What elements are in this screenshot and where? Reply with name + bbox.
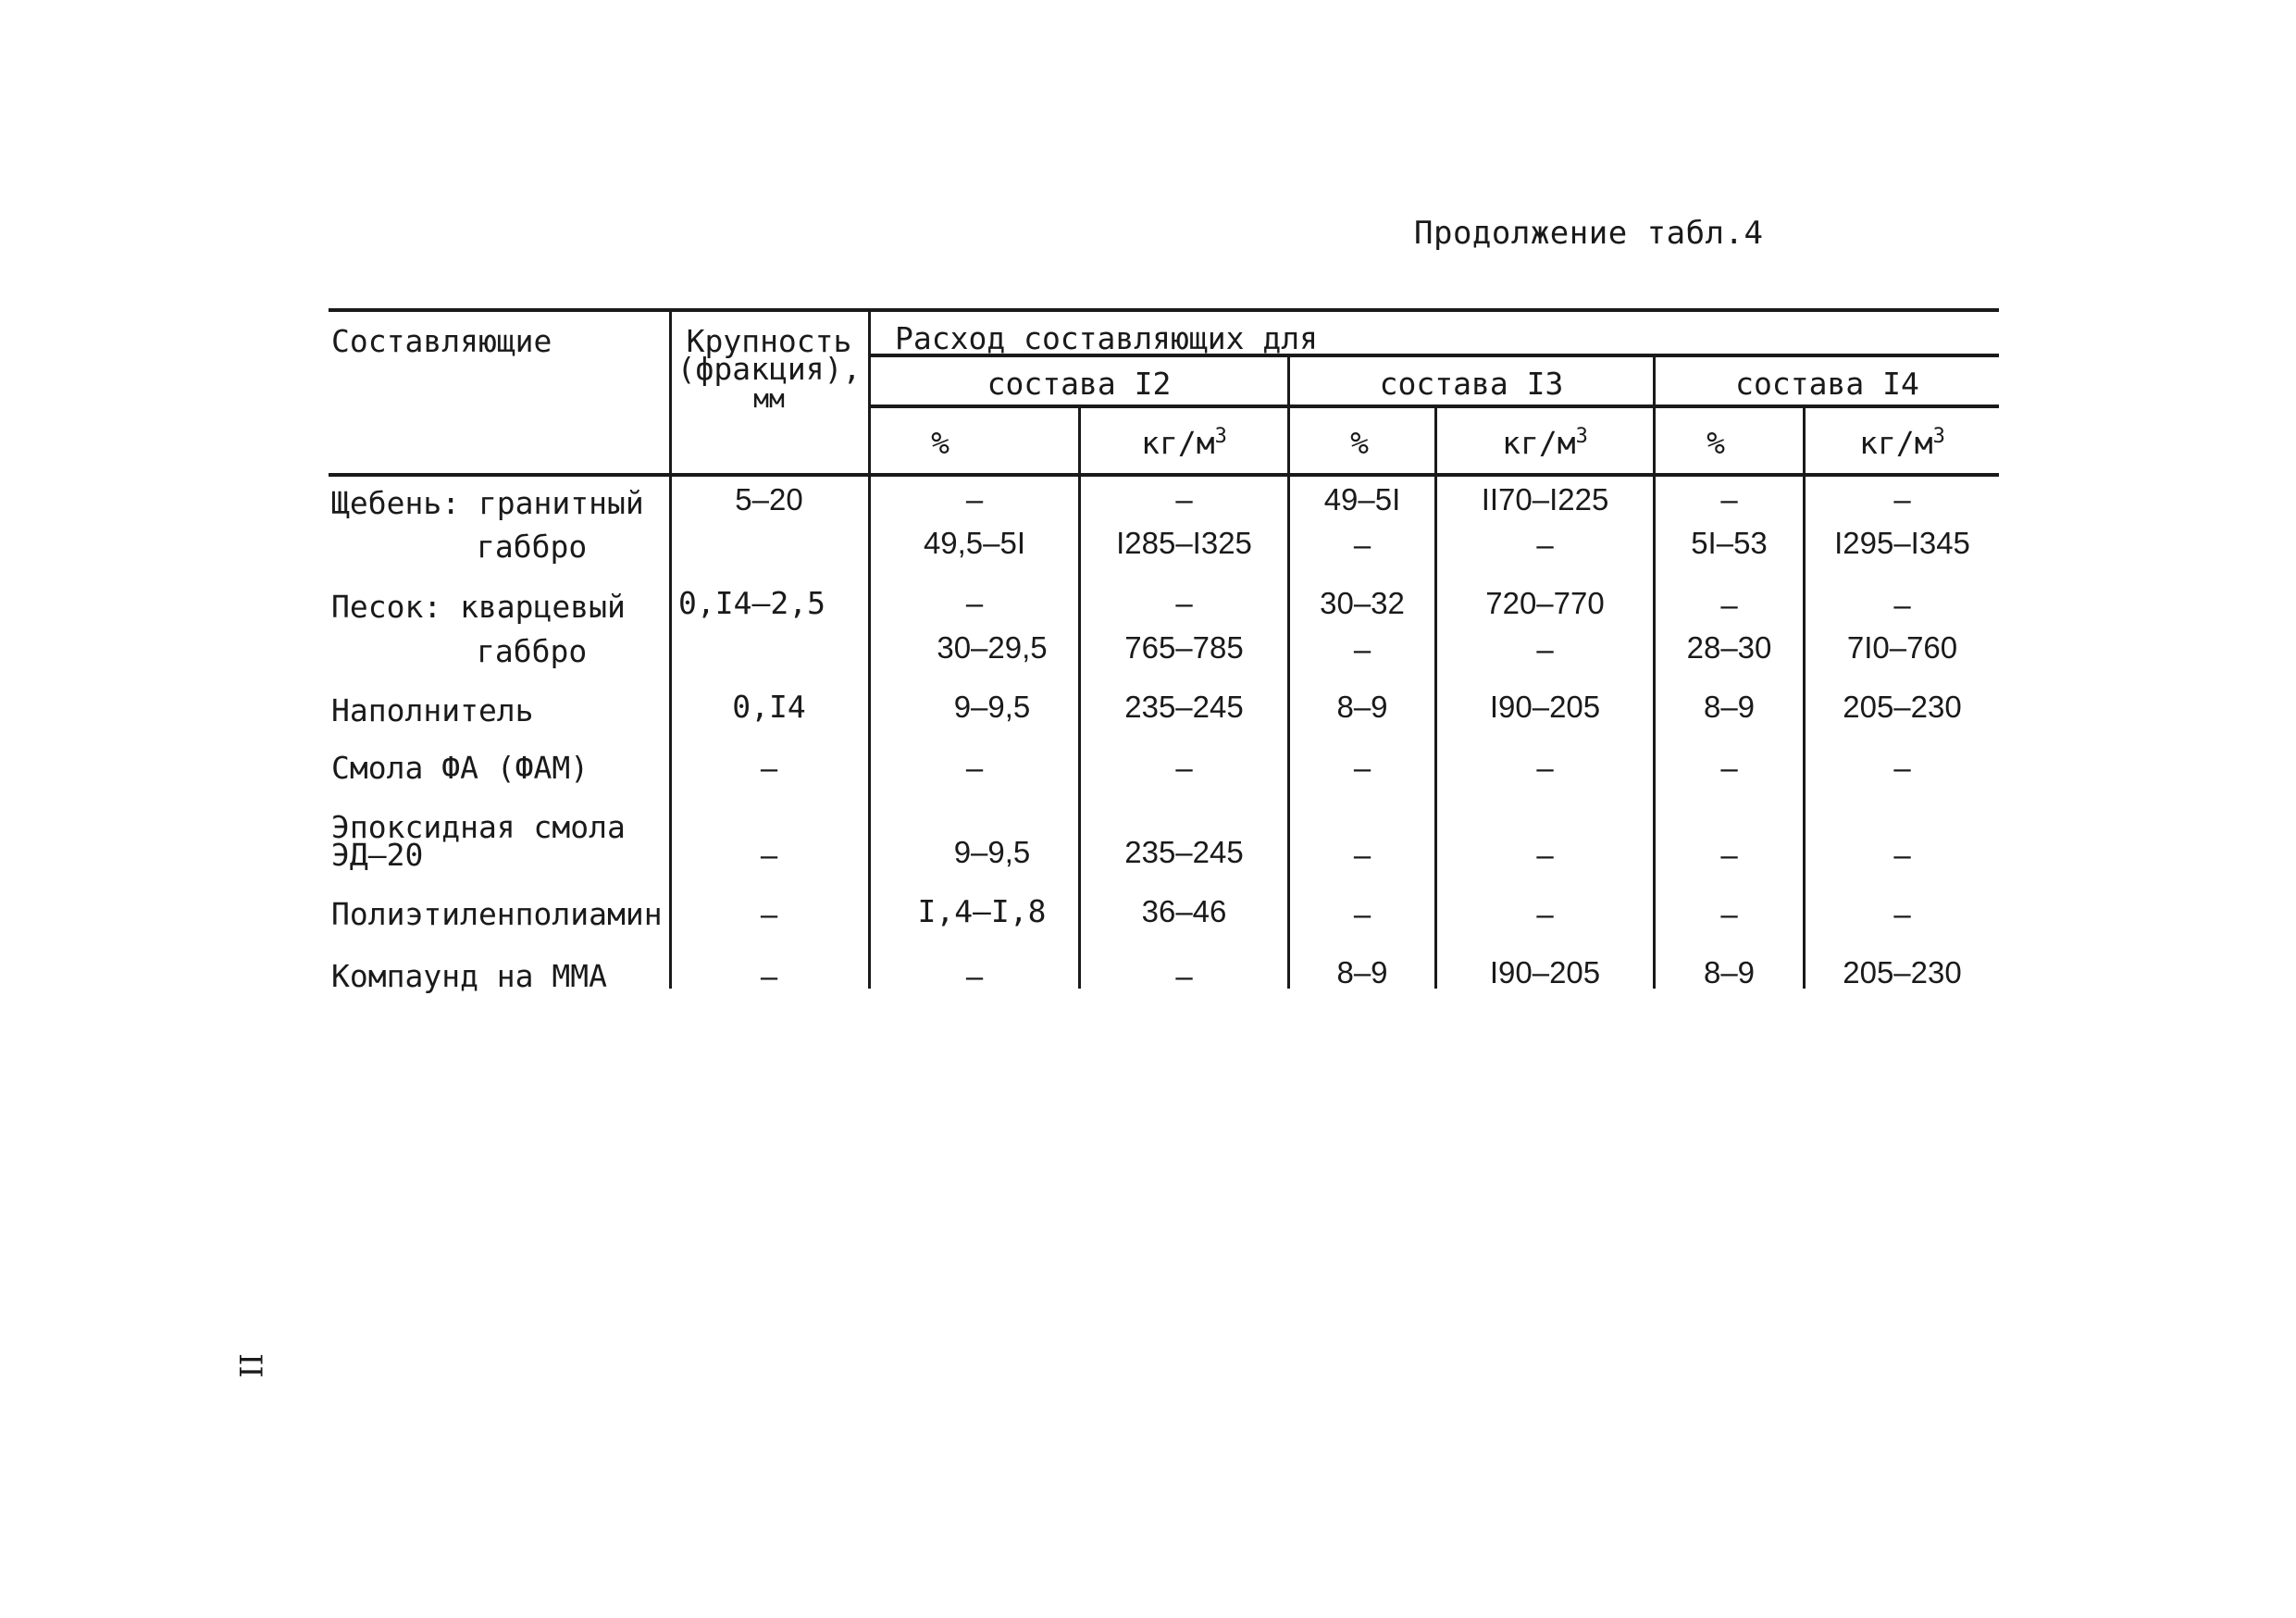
cell: 8–9 — [1336, 955, 1388, 989]
row-crushed-stone-size: 5–20 — [735, 482, 803, 517]
cell: – — [1353, 897, 1371, 931]
cell: 9–9,5 — [953, 690, 1031, 724]
cell: – — [1536, 838, 1554, 872]
row-fa-resin-name: Смола ФА (ФАМ) — [331, 750, 590, 786]
cell: – — [1353, 528, 1371, 562]
row-epoxy-size: – — [760, 838, 778, 872]
header-bottom-rule — [329, 473, 1999, 477]
cell: – — [1536, 751, 1554, 785]
row-mma-compound-size: – — [760, 959, 778, 993]
header-size-line3: мм — [753, 383, 785, 414]
row-polyamine-name: Полиэтиленполиамин — [331, 896, 663, 932]
cell: – — [1175, 959, 1193, 993]
row-crushed-stone-name: Щебень: гранитный — [331, 485, 644, 521]
cell: – — [1893, 588, 1911, 622]
row-polyamine-size: – — [760, 897, 778, 931]
cell: – — [1893, 751, 1911, 785]
header-group-14: состава I4 — [1735, 366, 1919, 402]
cell: 235–245 — [1124, 690, 1244, 724]
cell: – — [1536, 632, 1554, 666]
header-g14-percent: % — [1706, 425, 1725, 461]
header-consumption: Расход составляющих для — [895, 320, 1318, 356]
cell: – — [1175, 482, 1193, 517]
cell: – — [1720, 482, 1738, 517]
row-sand-name-2: габбро — [477, 633, 588, 669]
header-g12-percent: % — [931, 425, 949, 461]
cell: 30–32 — [1320, 586, 1405, 620]
cell: I285–I325 — [1116, 526, 1252, 560]
cell: II70–I225 — [1481, 482, 1609, 517]
cell: – — [1720, 751, 1738, 785]
cell: I90–205 — [1489, 955, 1601, 989]
cell: 9–9,5 — [953, 835, 1031, 869]
header-g14-unit: $кг/м^3$ — [1859, 425, 1945, 461]
cell: 720–770 — [1485, 586, 1605, 620]
cell: – — [1353, 751, 1371, 785]
cell: 36–46 — [1141, 894, 1227, 928]
cell: – — [1893, 838, 1911, 872]
cell: I295–I345 — [1834, 526, 1970, 560]
cell: – — [965, 751, 984, 785]
cell: – — [965, 482, 984, 517]
header-size-line1: Крупность — [686, 323, 852, 359]
cell: 7I0–760 — [1846, 630, 1958, 665]
cell: – — [1353, 838, 1371, 872]
row-crushed-stone-name-2: габбро — [477, 529, 588, 565]
row-sand-name: Песок: кварцевый — [331, 589, 626, 625]
cell: 235–245 — [1124, 835, 1244, 869]
cell: – — [1353, 632, 1371, 666]
row-sand-size: 0,I4–2,5 — [678, 585, 825, 621]
cell: 205–230 — [1843, 690, 1962, 724]
cell: 28–30 — [1686, 630, 1772, 665]
cell: – — [1536, 897, 1554, 931]
row-epoxy-name-2: ЭД–20 — [331, 837, 424, 873]
table-top-rule — [329, 308, 1999, 312]
header-g12-unit: $кг/м^3$ — [1141, 425, 1227, 461]
row-fa-resin-size: – — [760, 751, 778, 785]
cell: 30–29,5 — [937, 630, 1048, 665]
header-g13-unit: $кг/м^3$ — [1502, 425, 1588, 461]
row-mma-compound-name: Компаунд на ММА — [331, 958, 608, 994]
cell: – — [1893, 482, 1911, 517]
cell: – — [965, 959, 984, 993]
cell: – — [1720, 897, 1738, 931]
cell: – — [1175, 586, 1193, 620]
cell: 765–785 — [1124, 630, 1244, 665]
cell: 205–230 — [1843, 955, 1962, 989]
table-caption: Продолжение табл.4 — [1414, 215, 1764, 252]
header-g13-percent: % — [1350, 425, 1369, 461]
cell: 8–9 — [1336, 690, 1388, 724]
cell: I90–205 — [1489, 690, 1601, 724]
row-filler-size: 0,I4 — [732, 689, 806, 725]
cell: 49–5I — [1323, 482, 1401, 517]
header-group-12: состава I2 — [987, 366, 1172, 402]
header-components: Составляющие — [331, 323, 552, 359]
header-size-line2: (фракция), — [676, 351, 862, 387]
header-group-13: состава I3 — [1379, 366, 1564, 402]
cell: 8–9 — [1703, 955, 1756, 989]
group-rule — [868, 404, 1999, 408]
cell: – — [1893, 897, 1911, 931]
cell: 5I–53 — [1691, 526, 1768, 560]
row-filler-name: Наполнитель — [331, 692, 534, 728]
cell: 8–9 — [1703, 690, 1756, 724]
cell: – — [1720, 838, 1738, 872]
rule-after-size — [868, 308, 871, 989]
cell: – — [1175, 751, 1193, 785]
row-epoxy-name: Эпоксидная смола — [331, 809, 626, 845]
cell: – — [1536, 528, 1554, 562]
page-number: II — [231, 1353, 268, 1378]
cell: 49,5–5I — [923, 526, 1026, 560]
cell: I,4–I,8 — [917, 893, 1047, 929]
cell: – — [965, 586, 984, 620]
cell: – — [1720, 588, 1738, 622]
